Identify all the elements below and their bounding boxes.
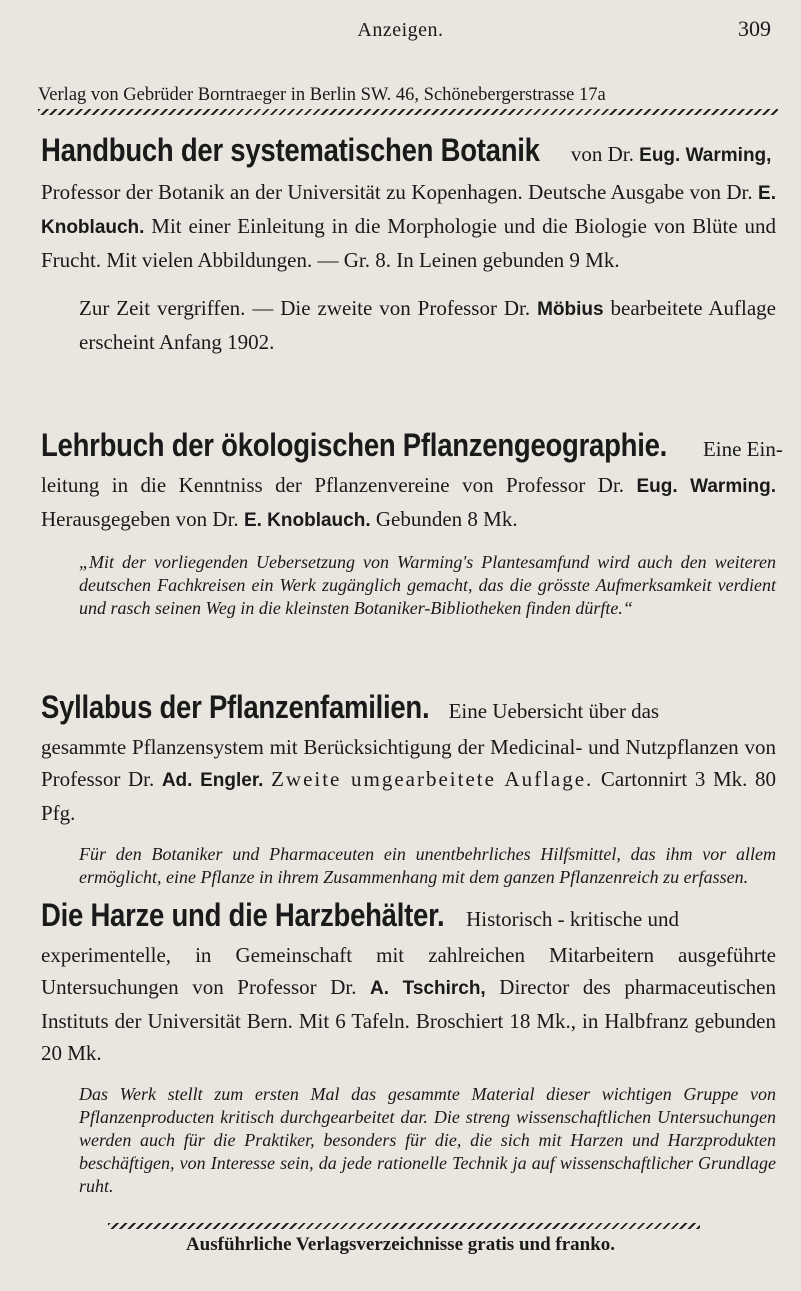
body-text: gesammte Pflanzensystem mit Berücksichtigung der Medicinal- und Nutzpflanzen von Professor Dr. — [41, 735, 776, 791]
body-text: leitung in die Kenntniss der Pflanzenvereine von Professor Dr. — [41, 473, 637, 497]
entry-heading: Syllabus der Pflanzenfamilien. — [41, 689, 430, 725]
note-text: Zur Zeit vergriffen. — Die zweite von Professor Dr. — [79, 296, 538, 320]
entry-body — [41, 939, 776, 1069]
page-number: 309 — [738, 16, 771, 41]
footer-line: Ausführliche Verlagsverzeichnisse gratis und franko. — [185, 1234, 616, 1255]
edition-note: Zweite umgearbeitete Auflage. — [271, 767, 594, 791]
review-quote: Für den Botaniker und Pharmaceuten ein unentbehrliches Hilfsmittel, das ihm vor allem ermöglicht, eine Pflanze in ihrem Zusammenhang mit dem ganzen Pflanzenreich zu erfassen. — [79, 844, 776, 887]
entry-body — [41, 176, 776, 276]
entry-heading: Lehrbuch der ökologischen Pflanzengeographie. — [41, 427, 668, 463]
author-name: Möbius — [537, 299, 604, 320]
body-text: experimentelle, in Gemeinschaft mit zahlreichen Mitarbeitern ausgeführte Untersuchungen von Professor Dr. — [41, 943, 776, 999]
body-text: Herausgegeben von Dr. — [41, 507, 244, 531]
author-name: Ad. Engler. — [161, 770, 264, 791]
spacer-text — [263, 767, 271, 791]
heading-continuation: Eine Ein- — [702, 437, 783, 461]
entry-body — [41, 731, 776, 829]
wavy-rule-bottom — [108, 1223, 700, 1229]
entry-lehrbuch — [41, 425, 783, 620]
note-text: bearbeitete Auflage erscheint Anfang 1902. — [79, 296, 776, 354]
heading-continuation: von Dr. — [570, 142, 634, 166]
entry-heading: Handbuch der systematischen Botanik — [41, 132, 540, 168]
body-text: Mit einer Einleitung in die Morphologie und die Biologie von Blüte und Frucht. Mit vielen Abbildungen. — Gr. 8. In Leinen gebunden 9 Mk. — [41, 214, 776, 272]
entry-heading: Die Harze und die Harzbehälter. — [41, 897, 445, 933]
review-quote: „Mit der vorliegenden Uebersetzung von Warming's Plantesamfund wird auch den weiteren deutschen Fachkreisen ein Werk zugänglich gemacht, das die grösste Aufmerksamkeit verdient und rasch seinen Weg in die kleinsten Botaniker-Bibliotheken finden dürfte.“ — [79, 552, 776, 618]
entry-syllabus — [41, 687, 776, 889]
author-name: A. Tschirch, — [370, 978, 486, 999]
author-name: Eug. Warming. — [636, 476, 776, 497]
heading-continuation: Eine Uebersicht über das — [448, 699, 660, 723]
body-text: Director des pharmaceutischen Instituts der Universität Bern. Mit 6 Tafeln. Broschiert 18 Mk., in Halbfranz gebunden 20 Mk. — [41, 975, 776, 1065]
body-text: Professor der Botanik an der Universität zu Kopenhagen. Deutsche Ausgabe von Dr. — [41, 180, 759, 204]
running-head — [0, 10, 801, 44]
heading-continuation: Historisch - kritische und — [466, 907, 679, 931]
wavy-rule-top — [38, 109, 778, 115]
editor-name: E. Knoblauch. — [41, 183, 776, 238]
entry-handbuch — [41, 130, 776, 358]
publisher-line: Verlag von Gebrüder Borntraeger in Berlin SW. 46, Schönebergerstrasse 17a — [38, 85, 606, 105]
entry-note — [41, 292, 776, 358]
body-text: Gebunden 8 Mk. — [370, 507, 518, 531]
running-title: Anzeigen. — [357, 19, 444, 41]
review-quote: Das Werk stellt zum ersten Mal das gesammte Material dieser wichtigen Gruppe von Pflanzenproducten kritisch durchgearbeitet dar. Die streng wissenschaftlichen Untersuchungen werden auch für die Praktiker, besonders für die, die sich mit Harzen und Harzprodukten beschäftigen, von Interesse sein, da jede rationelle Technik ja auf wissenschaftlicher Grundlage ruht. — [79, 1084, 776, 1196]
price-text: Cartonnirt 3 Mk. 80 Pfg. — [41, 767, 777, 825]
author-name: Eug. Warming, — [639, 145, 772, 166]
entry-body — [41, 469, 776, 537]
entry-harze — [41, 895, 776, 1198]
editor-name: E. Knoblauch. — [243, 510, 371, 531]
